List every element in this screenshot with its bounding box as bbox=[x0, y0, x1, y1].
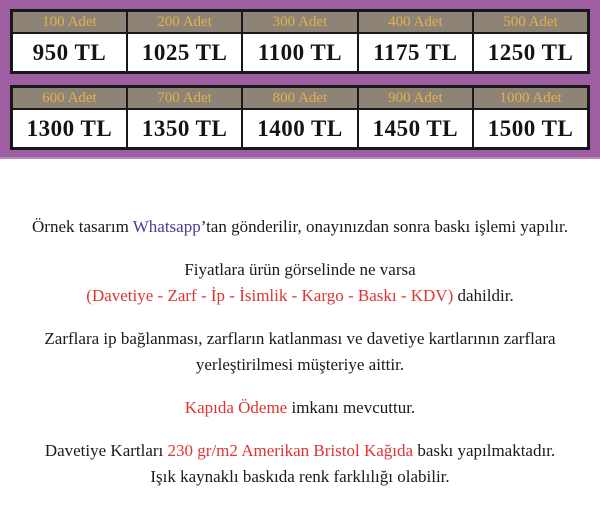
price-cell: 1300 TL bbox=[12, 109, 127, 149]
note-price-includes bbox=[0, 257, 600, 309]
note-text: Işık kaynaklı baskıda renk farklılığı olabilir. bbox=[150, 467, 450, 486]
whatsapp-brand-text: Whatsapp bbox=[132, 217, 201, 236]
pricing-banner bbox=[0, 0, 600, 159]
note-text: baskı yapılmaktadır. bbox=[413, 441, 556, 460]
quantity-header-cell: 800 Adet bbox=[242, 87, 357, 110]
cash-on-delivery-highlight: Kapıda Ödeme bbox=[184, 398, 288, 417]
pricing-table-header-row bbox=[12, 11, 589, 34]
price-cell: 1100 TL bbox=[242, 33, 357, 73]
pricing-table-100-500 bbox=[10, 9, 590, 74]
price-cell: 950 TL bbox=[12, 33, 127, 73]
note-text: dahildir. bbox=[453, 286, 514, 305]
paper-spec-highlight: 230 gr/m2 Amerikan Bristol Kağıda bbox=[167, 441, 414, 460]
quantity-header-cell: 400 Adet bbox=[358, 11, 473, 34]
note-text: ’tan gönderilir, onayınızdan sonra baskı işlemi yapılır. bbox=[200, 217, 568, 236]
included-items-highlight: (Davetiye - Zarf - İp - İsimlik - Kargo - Baskı - KDV) bbox=[86, 286, 454, 305]
info-notes bbox=[0, 159, 600, 490]
note-text: Davetiye Kartları bbox=[44, 441, 168, 460]
note-customer-assembly bbox=[0, 326, 600, 378]
pricing-table-price-row bbox=[12, 109, 589, 149]
price-cell: 1450 TL bbox=[358, 109, 473, 149]
quantity-header-cell: 100 Adet bbox=[12, 11, 127, 34]
pricing-table-price-row bbox=[12, 33, 589, 73]
quantity-header-cell: 500 Adet bbox=[473, 11, 588, 34]
quantity-header-cell: 700 Adet bbox=[127, 87, 242, 110]
price-cell: 1025 TL bbox=[127, 33, 242, 73]
price-cell: 1175 TL bbox=[358, 33, 473, 73]
pricing-table-600-1000 bbox=[10, 85, 590, 150]
quantity-header-cell: 900 Adet bbox=[358, 87, 473, 110]
note-text: Örnek tasarım bbox=[32, 217, 133, 236]
price-cell: 1250 TL bbox=[473, 33, 588, 73]
quantity-header-cell: 600 Adet bbox=[12, 87, 127, 110]
note-design-approval bbox=[0, 214, 600, 240]
quantity-header-cell: 300 Adet bbox=[242, 11, 357, 34]
note-text: imkanı mevcuttur. bbox=[287, 398, 416, 417]
note-text: Zarflara ip bağlanması, zarfların katlanması ve davetiye kartlarının zarflara bbox=[44, 329, 556, 348]
price-cell: 1350 TL bbox=[127, 109, 242, 149]
note-cash-on-delivery bbox=[0, 395, 600, 421]
note-text: Fiyatlara ürün görselinde ne varsa bbox=[184, 260, 416, 279]
note-paper-type bbox=[0, 438, 600, 490]
pricing-table-header-row bbox=[12, 87, 589, 110]
note-text: yerleştirilmesi müşteriye aittir. bbox=[195, 355, 405, 374]
quantity-header-cell: 1000 Adet bbox=[473, 87, 588, 110]
price-cell: 1500 TL bbox=[473, 109, 588, 149]
price-cell: 1400 TL bbox=[242, 109, 357, 149]
quantity-header-cell: 200 Adet bbox=[127, 11, 242, 34]
